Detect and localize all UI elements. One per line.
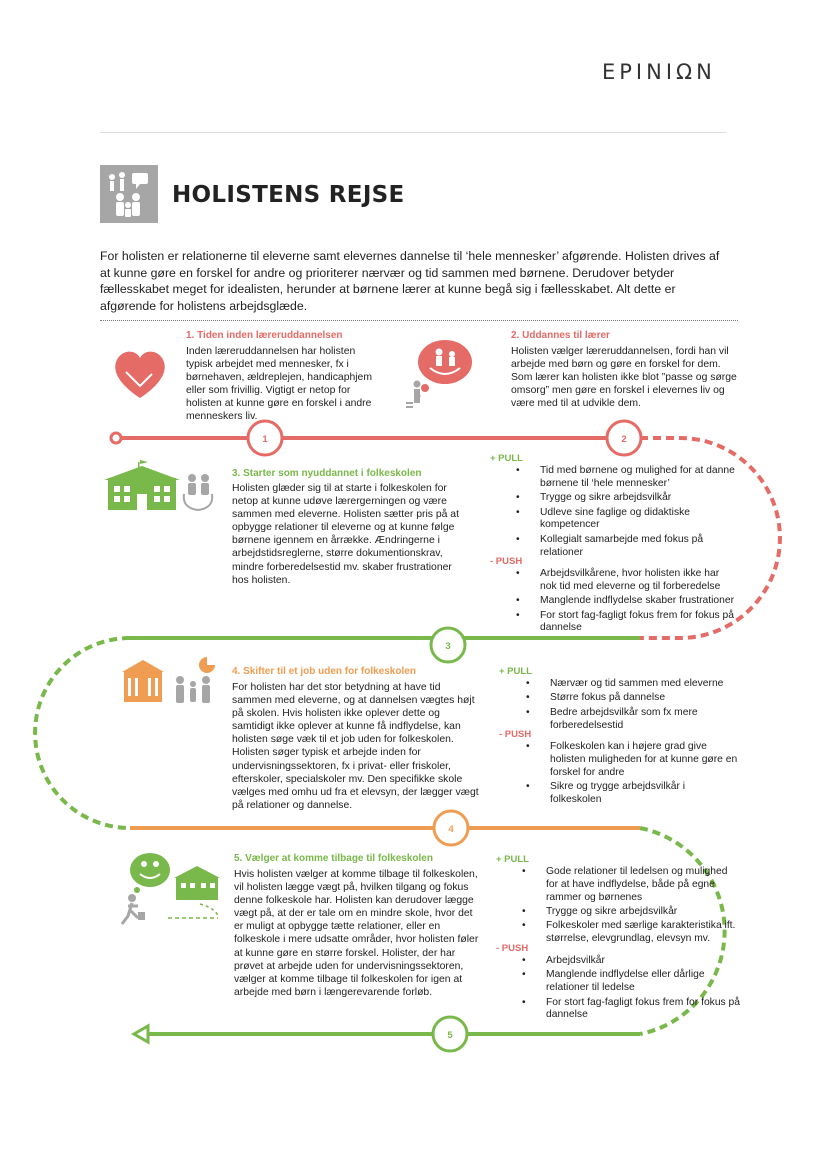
list-item: • Folkeskoler med særlige karakteristika ift. størrelse, elevgrundlag, elevsyn mv. [522,920,740,946]
step-4-pull-list [526,678,738,734]
list-item: • Kollegialt samarbejde med fokus på relationer [516,534,736,560]
step-node-label: 3 [445,641,451,652]
step-4-title: 4. Skifter til et job uden for folkeskolen [232,666,416,677]
step-4-push-label: - PUSH [499,729,532,740]
step-3-text: Holisten glæder sig til at starte i folkeskolen for netop at kunne udøve lærergerningen og være sammen med eleverne. Holisten sætter pris på at opbygge relationer til eleverne og at kunne følge børnene igennem en årrække. Ændringerne i arbejdstidsreglerne, større dokumentionskrav, mindre forberedelsestid mv. skaber frustrationer hos holisten. [232,483,459,586]
step-3-push-label: - PUSH [490,556,523,567]
step-3-title: 3. Starter som nyuddannet i folkeskolen [232,468,422,479]
step-4-push-list [526,741,738,808]
step-node-label: 4 [448,824,454,835]
step-3-push-list [516,568,736,637]
step-1-title: 1. Tiden inden læreruddannelsen [186,330,343,341]
list-item: • Større fokus på dannelse [526,692,738,705]
list-item: • Arbejdsvilkår [522,955,740,968]
list-item: • Nærvær og tid sammen med eleverne [526,678,738,691]
list-item: • Gode relationer til ledelsen og mulighed for at have indflydelse, både på egne rammer og børnenes [522,866,740,904]
list-item: • Bedre arbejdsvilkår som fx mere forberedelsestid [526,707,738,733]
step-5-push-list [522,955,740,1024]
list-item: • Udleve sine faglige og didaktiske kompetencer [516,507,736,533]
list-item: • Manglende indflydelse skaber frustrationer [516,595,736,608]
list-item: • For stort fag-fagligt fokus frem for fokus på dannelse [516,610,736,636]
step-node-label: 2 [621,434,627,445]
return-school-icon [122,853,220,924]
step-3-pull-list [516,465,736,561]
list-item: • Trygge og sikre arbejdsvilkår [516,492,736,505]
list-item: • Tid med børnene og mulighed for at danne børnene til ‘hele mennesker’ [516,465,736,491]
step-4-text: For holisten har det stor betydning at have tid sammen med eleverne, og at dannelsen vægtes højt på skolen. Hvis holisten ikke oplever dette og samtidigt ikke oplever at kunne få indflydelse, kan holisten søge væk til et job uden for folkeskolen. Holisten søger typisk et arbejde inden for undervisningssektoren, fx i privat- eller friskoler, efterskoler, specialskoler mv. Den specifikke skole vælges med omhu ud fra et elevsyn, der lægger vægt på relationer og dannelse. [232,682,479,811]
step-2-text: Holisten vælger læreruddannelsen, fordi han vil arbejde med børn og gøre en forskel for dem. Som lærer kan holisten ikke blot ”passe og sørge omsorg” men gøre en forskel i elevernes liv og være med til at udvikle dem. [511,346,737,410]
list-item: • Manglende indflydelse eller dårlige relationer til ledelse [522,969,740,995]
step-3-pull-label: + PULL [490,453,523,464]
step-5-text: Hvis holisten vælger at komme tilbage til folkeskolen, vil holisten lægge vægt på, hvilken tilgang og fokus denne folkeskole har. Holisten kan derudover lægge vægt på, at der er tale om en mindre skole, hvor det er muligt at opbygge tætte relationer, eller en folkeskole i mere udsatte områder, hvor holisten føler at kunne gøre en større forskel. Holister, der har prøvet at arbejde uden for undervisningssektoren, vælger at komme tilbage til folkeskolen for igen at arbejde med børn i længerevarende forløb. [234,869,479,998]
step-node-label: 5 [447,1030,453,1041]
orange-school-icon [122,657,215,703]
intro-paragraph: For holisten er relationerne til eleverne samt elevernes dannelse til ‘hele mennesker’ afgørende. Holisten drives af at kunne gøre en forskel for andre og prioriterer nærvær og tid sammen med børnene. Derudover betyder fællesskabet meget for idealisten, herunder at børnene lærer at kunne begå sig i fællesskabet. Alt dette er afgørende for holistens arbejdsglæde. [100,249,720,313]
school-icon [104,460,212,510]
heart-icon [115,352,165,398]
list-item: • Folkeskolen kan i højere grad give holisten muligheden for at kunne gøre en forskel for andre [526,741,738,779]
step-5-pull-label: + PULL [496,854,529,865]
step-5-pull-list [522,866,740,948]
step-4-pull-label: + PULL [499,666,532,677]
step-2-title: 2. Uddannes til lærer [511,330,610,341]
list-item: • Trygge og sikre arbejdsvilkår [522,906,740,919]
list-item: • Sikre og trygge arbejdsvilkår i folkeskolen [526,781,738,807]
list-item: • Arbejdsvilkårene, hvor holisten ikke har nok tid med eleverne og til forberedelse [516,568,736,594]
epinion-logo: EPINIΩN [602,60,716,84]
thought-family-icon [406,340,472,408]
step-1-text: Inden læreruddannelsen har holisten typisk arbejdet med mennesker, fx i børnehaven, ældreplejen, handicaphjem eller som frivillig. Vigtigt er netop for holisten at kunne gøre en forskel i andre menneskers liv. [186,346,372,423]
step-5-push-label: - PUSH [496,943,529,954]
step-5-title: 5. Vælger at komme tilbage til folkeskolen [234,853,433,864]
list-item: • For stort fag-fagligt fokus frem for fokus på dannelse [522,997,740,1023]
page-title: HOLISTENS REJSE [172,182,405,208]
step-node-label: 1 [262,434,268,445]
